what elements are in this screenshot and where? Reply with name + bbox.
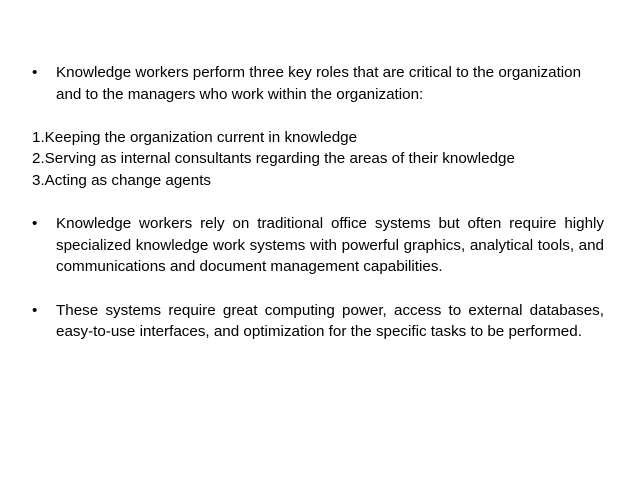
bullet-dot-icon: • xyxy=(32,301,38,319)
bullet-roles-intro xyxy=(32,62,604,105)
slide-content xyxy=(32,62,604,343)
spacer xyxy=(32,105,604,127)
roles-list xyxy=(32,127,604,192)
bullet-dot-icon: • xyxy=(32,215,38,233)
role-item: 1.Keeping the organization current in knowledge xyxy=(32,128,358,146)
spacer xyxy=(32,192,604,214)
office-systems-text: Knowledge workers rely on traditional office systems but often require highly specialized knowledge work systems with powerful graphics, analytical tools, and communications and document management capabilities. xyxy=(56,215,604,276)
system-requirements-text: These systems require great computing power, access to external databases, easy-to-use interfaces, and optimization for the specific tasks to be performed. xyxy=(56,301,604,341)
bullet-dot-icon: • xyxy=(32,64,38,81)
spacer xyxy=(32,278,604,300)
role-item: 2.Serving as internal consultants regarding the areas of their knowledge xyxy=(32,150,515,168)
role-item: 3.Acting as change agents xyxy=(32,171,212,189)
bullet-system-requirements xyxy=(32,300,604,343)
bullet-office-systems xyxy=(32,213,604,278)
roles-intro-text: Knowledge workers perform three key roles that are critical to the organization and to the managers who work within the organization: xyxy=(56,64,582,103)
